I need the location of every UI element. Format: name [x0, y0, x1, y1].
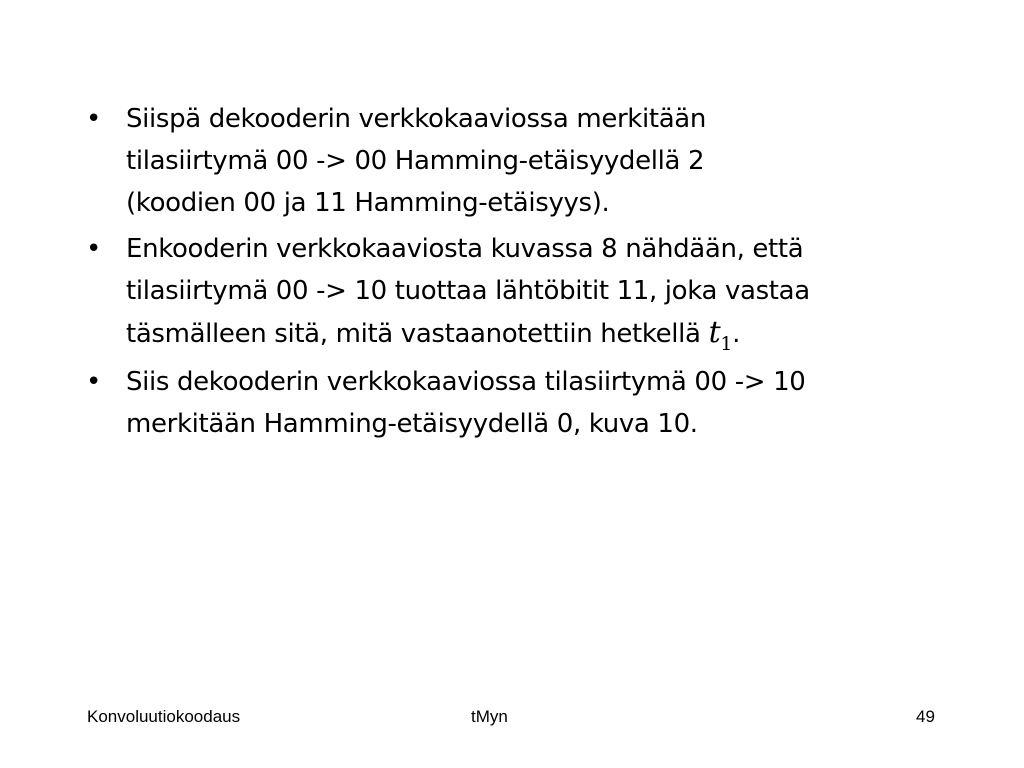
- bullet-list: [86, 98, 966, 449]
- bullet-dot: •: [86, 234, 101, 264]
- bullet-1-line-2: tilasiirtymä 00 -> 00 Hamming-etäisyydellä 2: [126, 146, 705, 176]
- bullet-item-3: [86, 361, 966, 445]
- bullet-dot: •: [86, 104, 101, 134]
- footer-title: Konvoluutiokoodaus: [87, 707, 241, 726]
- bullet-1-line-3: (koodien 00 ja 11 Hamming-etäisyys).: [126, 188, 610, 218]
- bullet-3-line-2: merkitään Hamming-etäisyydellä 0, kuva 10.: [126, 409, 698, 439]
- math-subscript: 1: [720, 333, 733, 355]
- bullet-item-1: [86, 98, 966, 224]
- bullet-item-2: [86, 228, 966, 357]
- bullet-2-line-1: Enkooderin verkkokaaviosta kuvassa 8 nähdään, että: [126, 234, 804, 264]
- bullet-2-line-3: täsmälleen sitä, mitä vastaanotettiin hetkellä: [126, 319, 701, 349]
- bullet-1-line-1: Siispä dekooderin verkkokaaviossa merkitään: [126, 104, 707, 134]
- bullet-3-line-1: Siis dekooderin verkkokaaviossa tilasiirtymä 00 -> 10: [126, 367, 806, 397]
- page-number: 49: [916, 707, 935, 726]
- math-variable-t: t: [708, 315, 721, 350]
- bullet-dot: •: [86, 367, 101, 397]
- bullet-2-period: .: [732, 319, 741, 349]
- bullet-2-line-2: tilasiirtymä 00 -> 10 tuottaa lähtöbitit 11, joka vastaa: [126, 276, 810, 306]
- footer-author: tMyn: [471, 707, 508, 726]
